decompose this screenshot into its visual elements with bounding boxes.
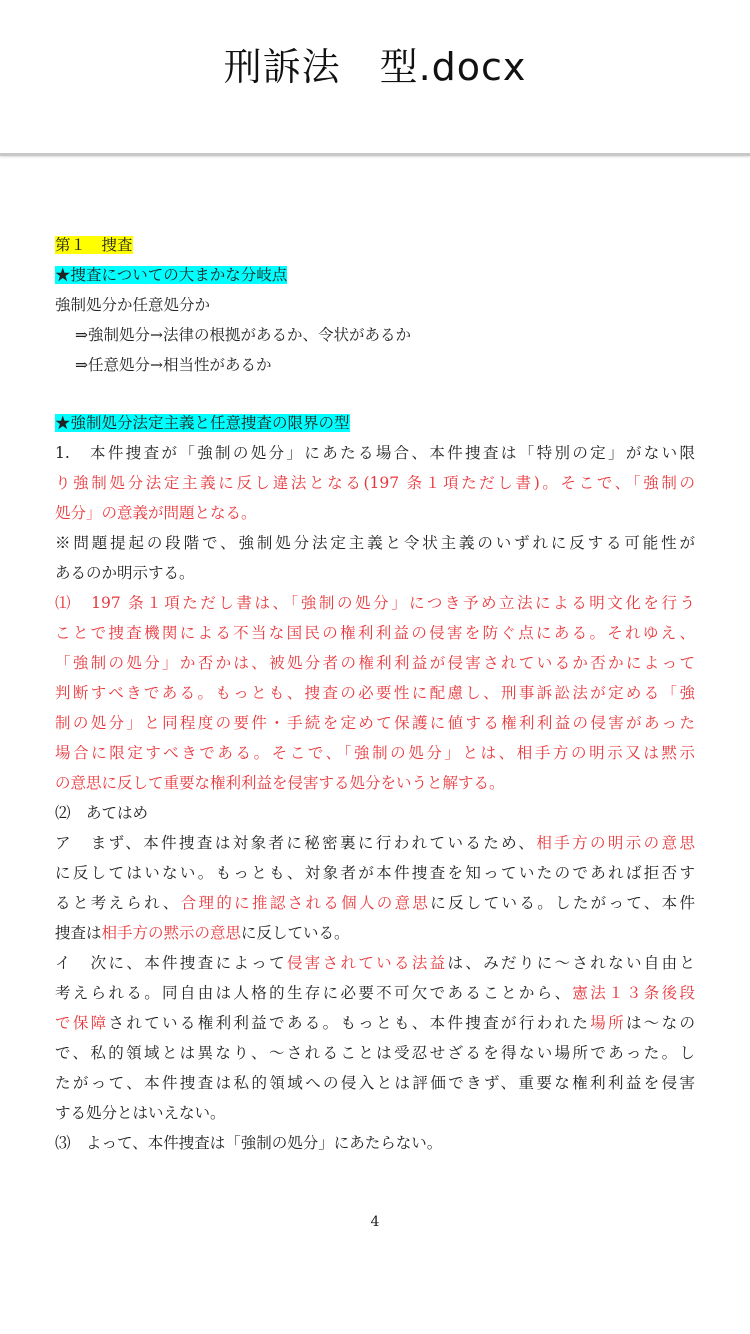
item-a-line: に反してはいない。もっとも、対象者が本件捜査を知っていたのであれば拒否す [55, 864, 695, 882]
paragraph-2-line: ことで捜査機関による不当な国民の権利利益の侵害を防ぐ点にある。それゆえ、 [55, 624, 695, 642]
subheading-branch: ★捜査についての大まかな分岐点 [55, 266, 288, 284]
note-line: ※問題提起の段階で、強制処分法定主義と令状主義のいずれに反する可能性が [55, 534, 695, 552]
conclusion-line: ⑶ よって、本件捜査は「強制の処分」にあたらない。 [55, 1134, 443, 1152]
item-i-line: する処分とはいえない。 [55, 1104, 226, 1122]
section-heading: 第１ 捜査 [55, 236, 133, 254]
document-body [55, 230, 695, 1158]
item-a-line: 捜査は相手方の黙示の意思に反している。 [55, 924, 350, 942]
item-i-line: で、私的領域とは異なり、～されることは受忍せざるを得ない場所であった。し [55, 1044, 695, 1062]
title-bar [0, 0, 750, 156]
branch-question: 強制処分か任意処分か [55, 296, 211, 314]
paragraph-1-line: 処分」の意義が問題となる。 [55, 504, 257, 522]
item-i-line: で保障されている権利利益である。もっとも、本件捜査が行われた場所は～なの [55, 1014, 695, 1032]
paragraph-2-line: 場合に限定すべきである。そこで、「強制の処分」とは、相手方の明示又は黙示 [55, 744, 695, 762]
page-number: 4 [370, 1214, 380, 1230]
branch-answer-1: ⇒強制処分→法律の根拠があるか、令状があるか [75, 326, 411, 344]
paragraph-2-line: の意思に反して重要な権利利益を侵害する処分をいうと解する。 [55, 774, 505, 792]
paragraph-2-line: ⑴ 197 条１項ただし書は、「強制の処分」につき予め立法による明文化を行う [55, 594, 695, 612]
item-i-line: イ 次に、本件捜査によって侵害されている法益は、みだりに～されない自由と [55, 954, 695, 972]
paragraph-1-line: り強制処分法定主義に反し違法となる(197 条１項ただし書)。そこで、「強制の [55, 474, 695, 492]
paragraph-3-heading: ⑵ あてはめ [55, 804, 149, 822]
subheading-principle: ★強制処分法定主義と任意捜査の限界の型 [55, 414, 350, 432]
paragraph-1-line: 1. 本件捜査が「強制の処分」にあたる場合、本件捜査は「特別の定」がない限 [55, 444, 695, 462]
branch-answer-2: ⇒任意処分→相当性があるか [75, 356, 272, 374]
paragraph-2-line: 「強制の処分」か否かは、被処分者の権利利益が侵害されているか否かによって [55, 654, 695, 672]
document-title: 刑訴法 型.docx [223, 45, 527, 89]
paragraph-2-line: 判断すべきである。もっとも、捜査の必要性に配慮し、刑事訴訟法が定める「強 [55, 684, 695, 702]
item-a-line: ア まず、本件捜査は対象者に秘密裏に行われているため、相手方の明示の意思 [55, 834, 695, 852]
note-line: あるのか明示する。 [55, 564, 195, 582]
paragraph-2-line: 制の処分」と同程度の要件・手続を定めて保護に値する権利利益の侵害があった [55, 714, 695, 732]
item-i-line: たがって、本件捜査は私的領域への侵入とは評価できず、重要な権利利益を侵害 [55, 1074, 695, 1092]
item-a-line: ると考えられ、合理的に推認される個人の意思に反している。したがって、本件 [55, 894, 695, 912]
item-i-line: 考えられる。同自由は人格的生存に必要不可欠であることから、憲法１３条後段 [55, 984, 695, 1002]
